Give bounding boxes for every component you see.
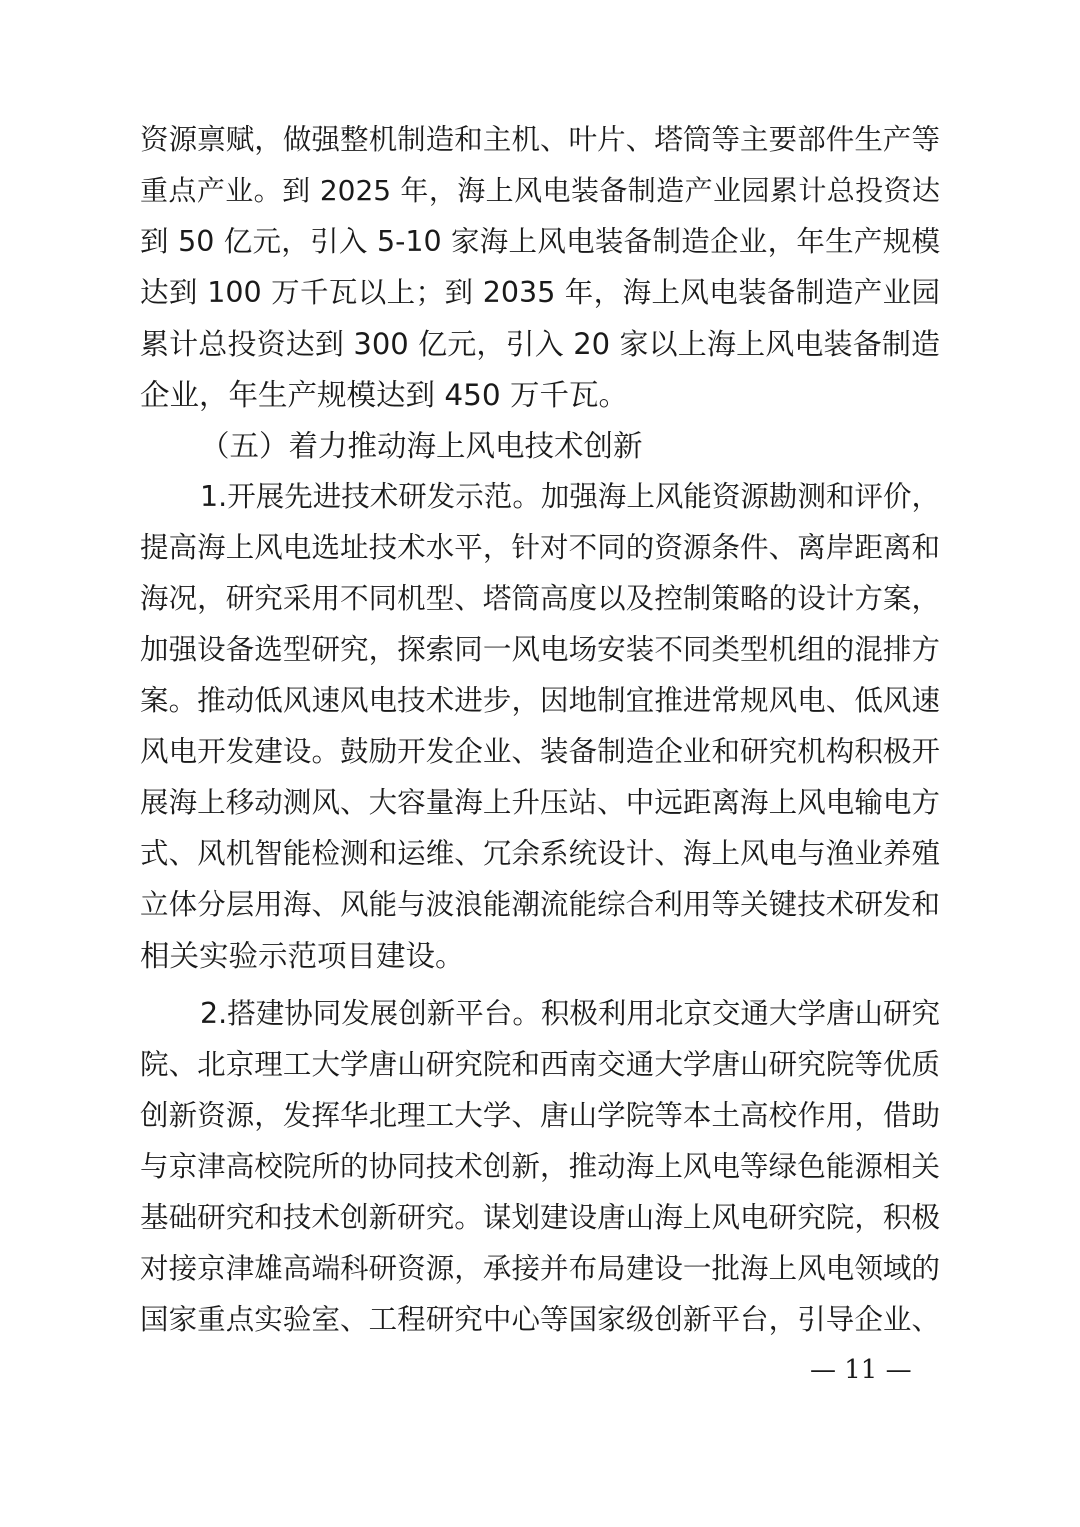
text-line: 风电开发建设。鼓励开发企业、装备制造企业和研究机构积极开 xyxy=(140,735,940,768)
text-line: 企业，年生产规模达到 450 万千瓦。 xyxy=(140,378,629,412)
text-line: 立体分层用海、风能与波浪能潮流能综合利用等关键技术研发和 xyxy=(140,888,940,921)
text-line: 对接京津雄高端科研资源，承接并布局建设一批海上风电领域的 xyxy=(140,1252,940,1285)
text-line: 提高海上风电选址技术水平，针对不同的资源条件、离岸距离和 xyxy=(140,531,940,564)
text-line: 基础研究和技术创新研究。谋划建设唐山海上风电研究院，积极 xyxy=(140,1201,940,1234)
text-line: 重点产业。到 2025 年，海上风电装备制造产业园累计总投资达 xyxy=(140,174,940,207)
text-line: 资源禀赋，做强整机制造和主机、叶片、塔筒等主要部件生产等 xyxy=(140,123,940,156)
paragraph-first-line: 1.开展先进技术研发示范。加强海上风能资源勘测和评价， xyxy=(200,480,940,513)
text-line: 到 50 亿元，引入 5-10 家海上风电装备制造企业，年生产规模 xyxy=(140,225,940,258)
page-number: — 11 — xyxy=(810,1355,912,1385)
text-line: 达到 100 万千瓦以上；到 2035 年，海上风电装备制造产业园 xyxy=(140,276,940,309)
text-line: 海况，研究采用不同机型、塔筒高度以及控制策略的设计方案， xyxy=(140,582,940,615)
text-line: 院、北京理工大学唐山研究院和西南交通大学唐山研究院等优质 xyxy=(140,1048,940,1081)
text-line: 式、风机智能检测和运维、冗余系统设计、海上风电与渔业养殖 xyxy=(140,837,940,870)
text-line: 展海上移动测风、大容量海上升压站、中远距离海上风电输电方 xyxy=(140,786,940,819)
text-line: 国家重点实验室、工程研究中心等国家级创新平台，引导企业、 xyxy=(140,1303,940,1336)
section-heading: （五）着力推动海上风电技术创新 xyxy=(200,429,643,463)
text-line: 相关实验示范项目建设。 xyxy=(140,939,465,973)
text-line: 案。推动低风速风电技术进步，因地制宜推进常规风电、低风速 xyxy=(140,684,940,717)
text-line: 累计总投资达到 300 亿元，引入 20 家以上海上风电装备制造 xyxy=(140,327,940,361)
text-line: 与京津高校院所的协同技术创新，推动海上风电等绿色能源相关 xyxy=(140,1150,940,1183)
text-line: 加强设备选型研究，探索同一风电场安装不同类型机组的混排方 xyxy=(140,633,940,666)
text-line: 创新资源，发挥华北理工大学、唐山学院等本土高校作用，借助 xyxy=(140,1099,940,1132)
paragraph-first-line: 2.搭建协同发展创新平台。积极利用北京交通大学唐山研究 xyxy=(200,997,940,1030)
